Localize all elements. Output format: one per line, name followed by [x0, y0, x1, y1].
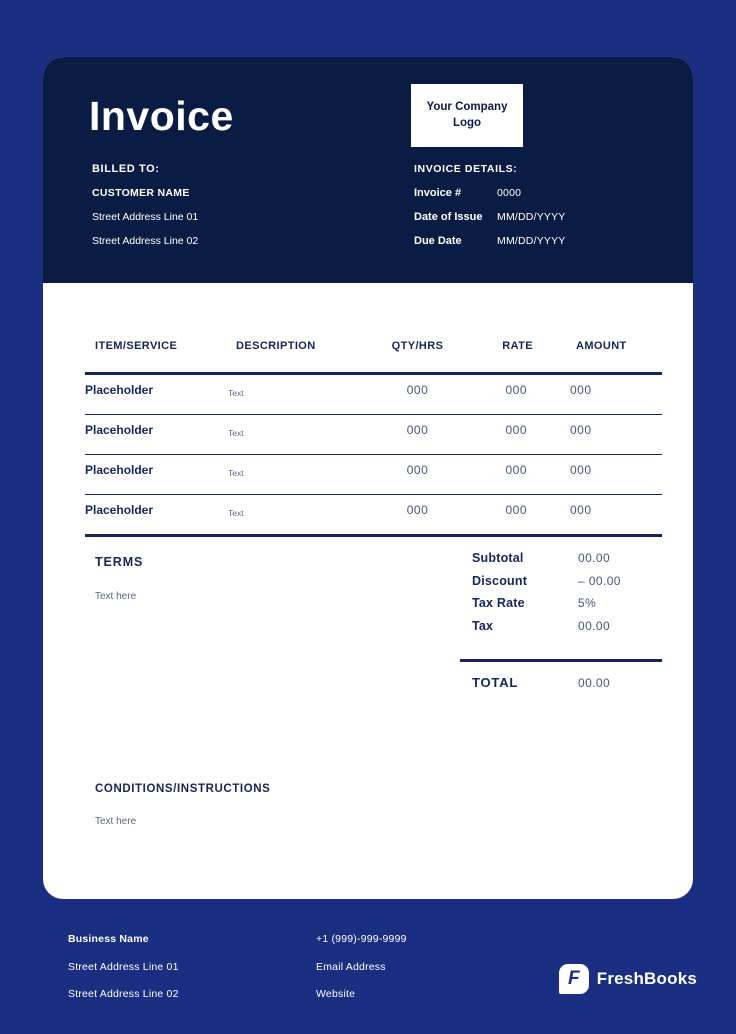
business-website: Website [316, 988, 356, 1000]
item-description: Text [228, 508, 244, 518]
business-email: Email Address [316, 960, 386, 973]
tax-row [460, 615, 662, 638]
item-qty: 000 [406, 503, 429, 517]
discount-label: Discount [472, 573, 528, 588]
subtotal-label: Subtotal [472, 551, 524, 565]
tax-rate-row [460, 592, 662, 615]
item-qty: 000 [406, 383, 429, 397]
tax-label: Tax [472, 618, 494, 633]
item-amount: 000 [570, 503, 592, 517]
subtotal-row [460, 547, 662, 570]
table-row [85, 415, 662, 455]
col-header-rate: RATE [502, 340, 533, 352]
item-amount: 000 [570, 463, 592, 477]
item-rate: 000 [505, 463, 527, 477]
customer-name: CUSTOMER NAME [92, 187, 190, 199]
table-row [85, 495, 662, 537]
billed-to-heading: BILLED TO: [92, 163, 160, 175]
conditions-section [95, 782, 515, 829]
invoice-number-label: Invoice # [414, 187, 462, 199]
date-of-issue-row [414, 205, 654, 229]
item-description: Text [228, 388, 244, 398]
invoice-number-row [414, 181, 654, 205]
line-items-table [85, 329, 662, 537]
totals-section [460, 547, 662, 695]
company-logo-text: Your Company Logo [426, 100, 508, 129]
company-logo-placeholder [411, 84, 523, 147]
item-name: Placeholder [85, 503, 154, 517]
invoice-header [43, 57, 693, 283]
col-header-item-service: ITEM/SERVICE [95, 340, 178, 352]
freshbooks-logo-icon: F [559, 964, 589, 994]
date-of-issue-label: Date of Issue [414, 211, 483, 223]
subtotal-value: 00.00 [578, 551, 611, 565]
conditions-heading: CONDITIONS/INSTRUCTIONS [95, 783, 271, 795]
item-qty: 000 [406, 423, 429, 437]
invoice-card [43, 57, 693, 899]
billed-to-section [92, 157, 352, 253]
total-label: TOTAL [472, 675, 519, 690]
total-divider [460, 659, 662, 662]
business-address-line-1: Street Address Line 01 [68, 960, 179, 973]
col-header-description: DESCRIPTION [236, 340, 316, 352]
table-row [85, 455, 662, 495]
item-name: Placeholder [85, 463, 154, 477]
due-date-value: MM/DD/YYYY [497, 235, 566, 247]
page-title: Invoice [89, 93, 234, 139]
item-rate: 000 [505, 503, 527, 517]
terms-section [95, 555, 375, 604]
customer-address-line-1: Street Address Line 01 [92, 211, 199, 223]
tax-value: 00.00 [578, 618, 611, 633]
item-name: Placeholder [85, 423, 154, 437]
item-description: Text [228, 468, 244, 478]
business-address-line-2: Street Address Line 02 [68, 988, 179, 1000]
discount-row [460, 570, 662, 593]
conditions-body: Text here [95, 816, 137, 827]
item-qty: 000 [406, 463, 429, 477]
item-rate: 000 [505, 423, 527, 437]
footer-business-column [68, 926, 179, 1009]
footer-contact-column [316, 926, 407, 1009]
item-description: Text [228, 428, 244, 438]
col-header-amount: AMOUNT [576, 340, 627, 352]
freshbooks-brand [559, 964, 697, 994]
business-phone: +1 (999)-999-9999 [316, 933, 407, 945]
discount-value: – 00.00 [578, 573, 621, 588]
due-date-row [414, 229, 654, 253]
item-amount: 000 [570, 423, 592, 437]
freshbooks-brand-name: FreshBooks [596, 969, 697, 988]
date-of-issue-value: MM/DD/YYYY [497, 211, 566, 223]
due-date-label: Due Date [414, 235, 462, 247]
terms-body: Text here [95, 591, 137, 602]
table-header-row [85, 329, 662, 375]
col-header-qty-hrs: QTY/HRS [391, 340, 444, 352]
item-amount: 000 [570, 383, 592, 397]
tax-rate-label: Tax Rate [472, 596, 525, 610]
table-row [85, 375, 662, 415]
business-name: Business Name [68, 933, 149, 945]
tax-rate-value: 5% [578, 596, 597, 610]
item-name: Placeholder [85, 383, 154, 397]
customer-address-line-2: Street Address Line 02 [92, 235, 199, 247]
terms-heading: TERMS [95, 555, 144, 569]
invoice-details-section [414, 157, 654, 253]
invoice-details-heading: INVOICE DETAILS: [414, 163, 518, 175]
item-rate: 000 [505, 383, 527, 397]
total-value: 00.00 [578, 676, 611, 690]
invoice-number-value: 0000 [497, 187, 522, 199]
total-row [460, 672, 662, 695]
